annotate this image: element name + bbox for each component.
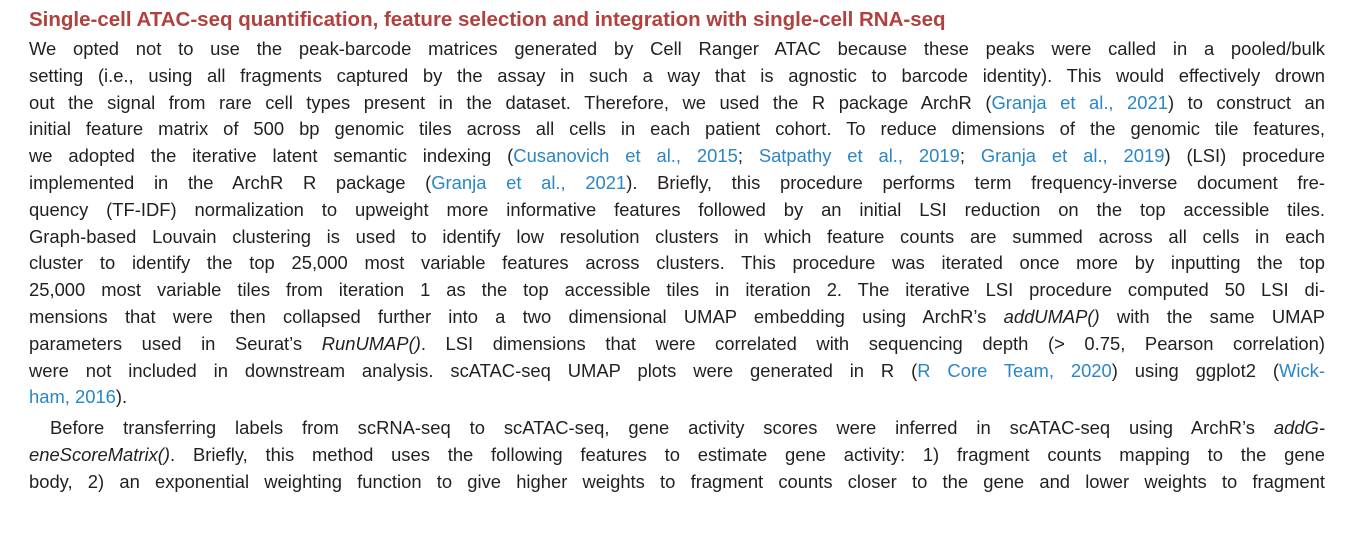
text-run: . LSI dimensions that were correlated with sequencing depth (> 0.75, Pearson correlation) (420, 332, 1325, 354)
citation-link[interactable]: Granja et al., 2021 (991, 91, 1168, 113)
text-run: Before transferring labels from scRNA-seq to scATAC-seq, gene activity scores were inferred in scATAC-seq using ArchR’s (50, 417, 1274, 439)
text-line (29, 90, 1325, 117)
text-run: We opted not to use the peak-barcode matrices generated by Cell Ranger ATAC because these peaks were called in a pooled/bulk (29, 38, 1325, 59)
citation-link[interactable]: ham, 2016 (29, 386, 116, 408)
text-line (29, 384, 1325, 411)
text-run: ) using ggplot2 ( (1111, 359, 1280, 381)
text-line (29, 170, 1325, 197)
text-run: with the same UMAP (1099, 305, 1325, 327)
text-run: Graph-based Louvain clustering is used to identify low resolution clusters in which feature counts are summed across all cells in each (29, 225, 1325, 247)
text-run: were not included in downstream analysis. scATAC-seq UMAP plots were generated in R ( (29, 359, 918, 381)
text-run: ) (LSI) procedure (1164, 145, 1325, 167)
text-run: 25,000 most variable tiles from iteration 1 as the top accessible tiles in iteration 2. The iterative LSI procedure computed 50 LSI di- (29, 279, 1325, 301)
citation-link[interactable]: Granja et al., 2019 (980, 145, 1165, 167)
text-line (29, 224, 1325, 251)
section-heading: Single-cell ATAC-seq quantification, feature selection and integration with single-cell RNA-seq (29, 8, 946, 31)
text-line (29, 415, 1325, 442)
text-run: body, 2) an exponential weighting function to give higher weights to fragment counts closer to the gene and lower weights to fragment (29, 470, 1325, 492)
function-name: addG- (1273, 417, 1325, 439)
text-run: ) to construct an (1167, 91, 1325, 113)
text-run: we adopted the iterative latent semantic indexing ( (29, 145, 514, 167)
article-page (29, 0, 1325, 496)
citation-link[interactable]: Granja et al., 2021 (431, 171, 627, 193)
citation-link[interactable]: Satpathy et al., 2019 (758, 145, 960, 167)
citation-link[interactable]: R Core Team, 2020 (917, 359, 1112, 381)
paragraph-1 (29, 36, 1325, 411)
text-run: ). (115, 386, 128, 408)
function-name: eneScoreMatrix() (29, 443, 171, 465)
text-line (29, 36, 1325, 63)
function-name: addUMAP() (1003, 305, 1100, 327)
text-run: ; (737, 145, 759, 167)
text-line (29, 116, 1325, 143)
text-line (29, 304, 1325, 331)
text-line (29, 469, 1325, 496)
citation-link[interactable]: Wick- (1279, 359, 1325, 381)
text-run: ; (959, 145, 981, 167)
text-line (29, 63, 1325, 90)
text-run: parameters used in Seurat’s (29, 332, 322, 354)
citation-link[interactable]: Cusanovich et al., 2015 (513, 145, 738, 167)
text-run: out the signal from rare cell types present in the dataset. Therefore, we used the R package ArchR ( (29, 91, 992, 113)
text-run: implemented in the ArchR R package ( (29, 171, 432, 193)
text-run: cluster to identify the top 25,000 most variable features across clusters. This procedure was iterated once more by inputting the top (29, 252, 1325, 274)
text-line (29, 250, 1325, 277)
text-run: mensions that were then collapsed further into a two dimensional UMAP embedding using ArchR’s (29, 305, 1004, 327)
text-line (29, 358, 1325, 385)
text-line (29, 197, 1325, 224)
text-line (29, 277, 1325, 304)
text-run: setting (i.e., using all fragments captured by the assay in such a way that is agnostic to barcode identity). This would effectively drown (29, 64, 1325, 86)
text-run: initial feature matrix of 500 bp genomic tiles across all cells in each patient cohort. To reduce dimensions of the genomic tile features, (29, 118, 1325, 140)
text-line (29, 442, 1325, 469)
text-run: ). Briefly, this procedure performs term frequency-inverse document fre- (626, 171, 1326, 193)
paragraph-2 (29, 415, 1325, 495)
text-line (29, 331, 1325, 358)
text-run: . Briefly, this method uses the following features to estimate gene activity: 1) fragment counts mapping to the gene (170, 443, 1325, 465)
text-line (29, 143, 1325, 170)
text-run: quency (TF-IDF) normalization to upweight more informative features followed by an initial LSI reduction on the top accessible tiles. (29, 198, 1325, 220)
function-name: RunUMAP() (321, 332, 421, 354)
